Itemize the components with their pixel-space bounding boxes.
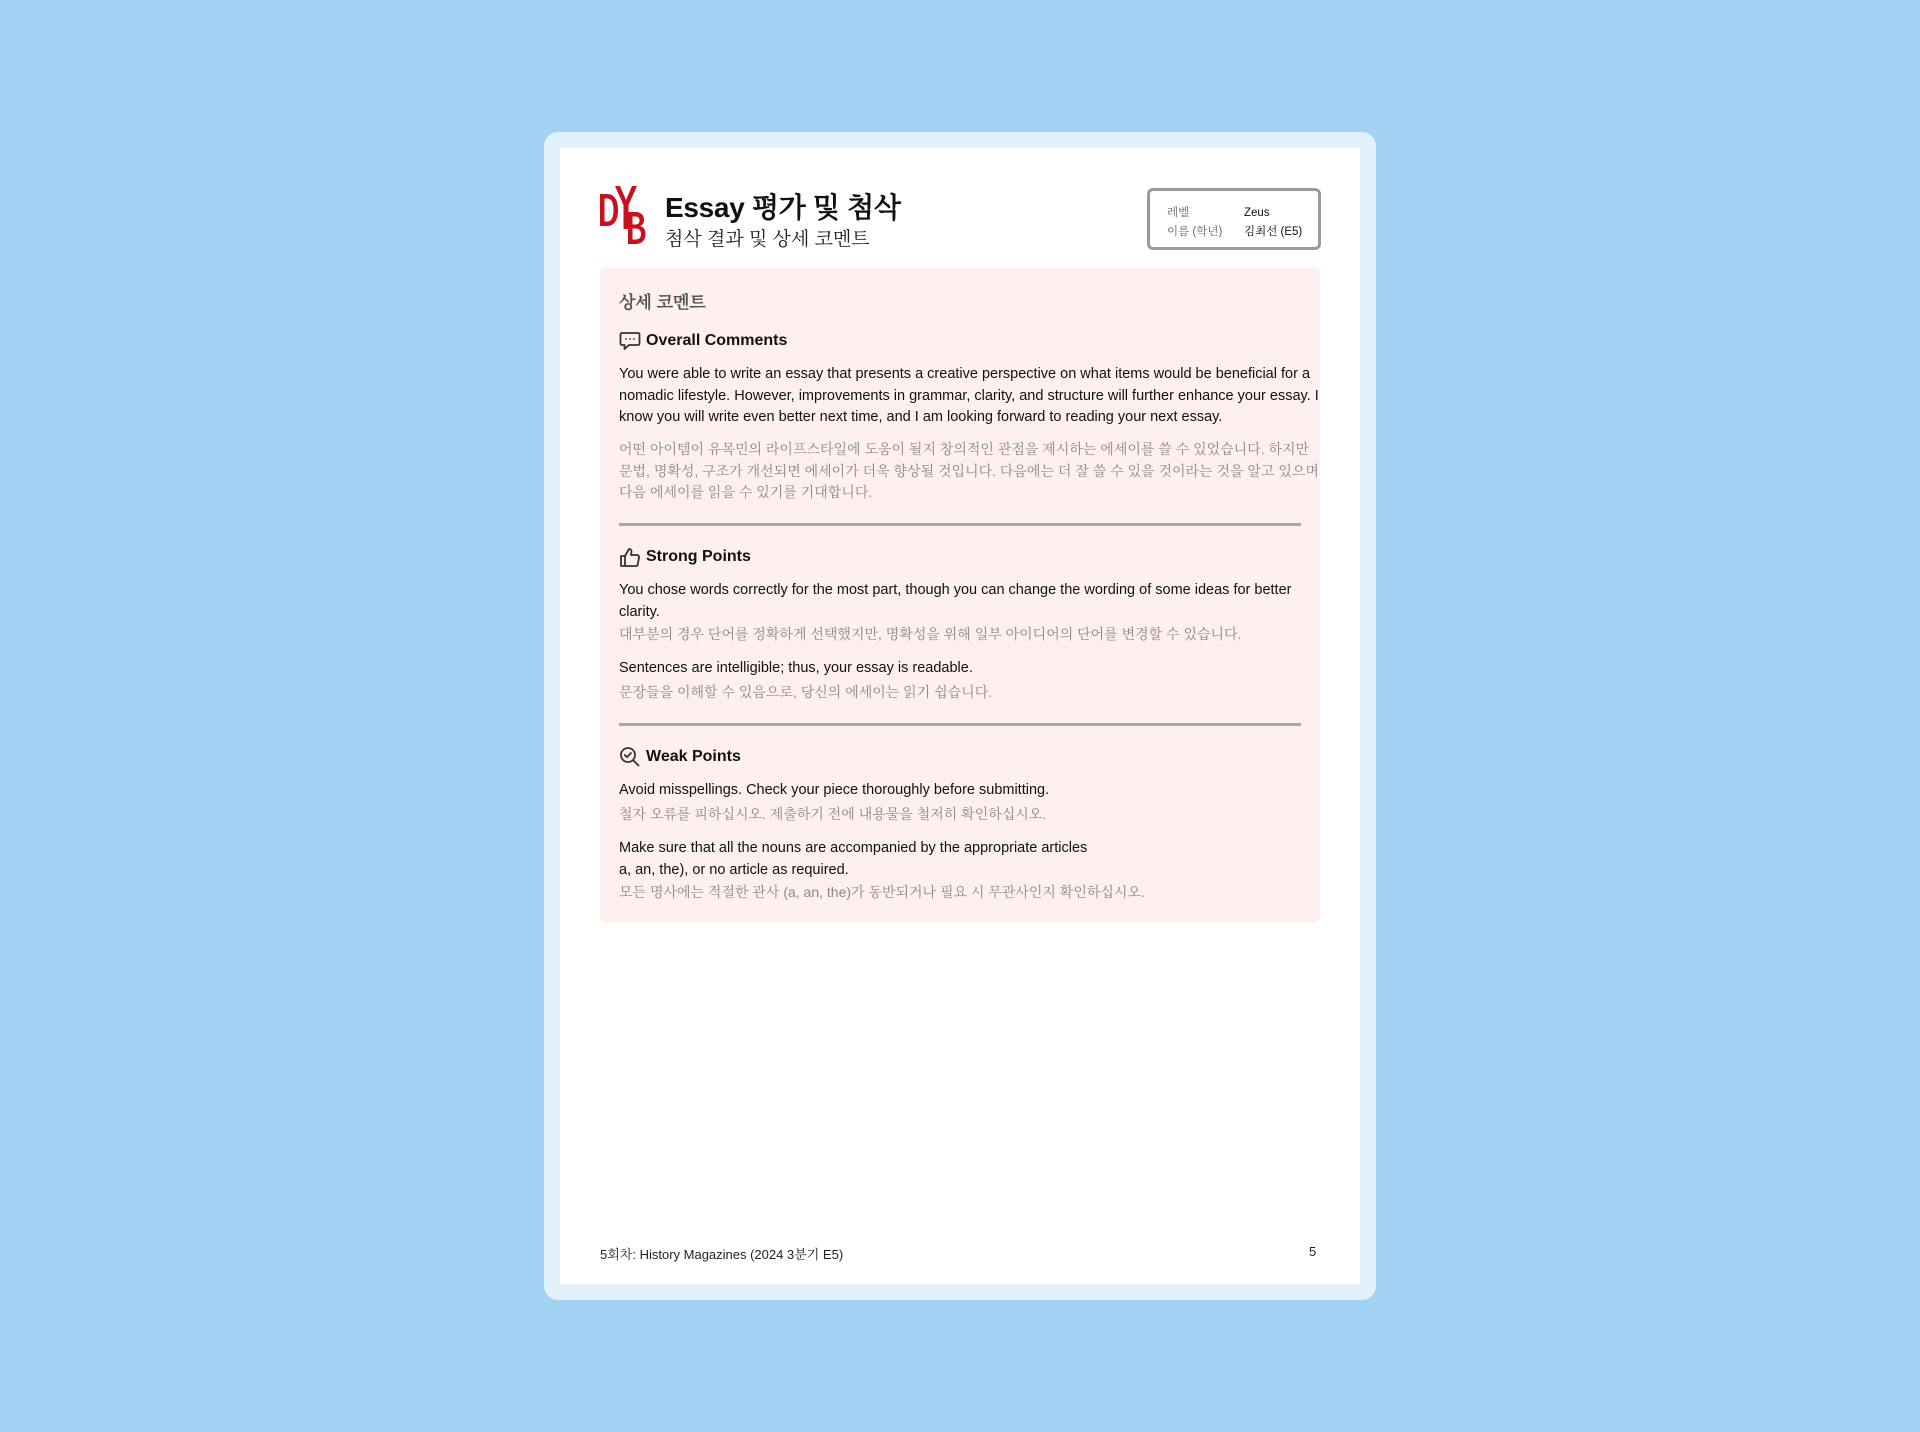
panel-title: 상세 코멘트	[619, 293, 706, 312]
footer-session-info: 5회차: History Magazines (2024 3분기 E5)	[600, 1247, 844, 1262]
name-label: 이름 (학년)	[1167, 226, 1223, 238]
weak-point-2-en-line1: Make sure that all the nouns are accompanied by the appropriate articles	[619, 840, 1088, 856]
weak-points-label: Weak Points	[646, 748, 741, 765]
magnifier-check-icon	[619, 746, 641, 768]
strong-point-1-en: You chose words correctly for the most part, though you can change the wording of some ideas for better clarity.	[619, 582, 1292, 620]
strong-point-2-ko: 문장들을 이해할 수 있음으로, 당신의 에세이는 읽기 쉽습니다.	[619, 684, 993, 700]
detailed-comment-panel	[600, 268, 1320, 922]
strong-points-label: Strong Points	[646, 548, 751, 565]
overall-comment-ko: 어떤 아이템이 유목민의 라이프스타일에 도움이 될지 창의적인 관점을 제시하는 에세이를 쓸 수 있었습니다. 하지만 문법, 명확성, 구조가 개선되면 에세이가 더욱 향상될 것입니다. 다음에는 더 잘 쓸 수 있을 것이라는 것을 알고 있으며 다음 에세이를 읽을 수 있기를 기대합니다.	[619, 441, 1319, 500]
weak-point-2-en-line2: a, an, the), or no article as required.	[619, 861, 849, 878]
strong-point-1-ko: 대부분의 경우 단어를 정확하게 선택했지만, 명확성을 위해 일부 아이디어의 단어를 변경할 수 있습니다.	[619, 626, 1242, 642]
page-number: 5	[1309, 1244, 1317, 1259]
page-title: Essay 평가 및 첨삭	[665, 192, 901, 223]
overall-comments-label: Overall Comments	[646, 332, 788, 349]
document-page	[560, 148, 1360, 1284]
thumbs-up-icon	[619, 546, 641, 568]
section-divider	[619, 523, 1301, 526]
weak-point-1-ko: 철자 오류를 피하십시오. 제출하기 전에 내용물을 철저히 확인하십시오.	[619, 806, 1047, 822]
strong-point-2-en: Sentences are intelligible; thus, your essay is readable.	[619, 660, 973, 676]
page-subtitle: 첨삭 결과 및 상세 코멘트	[665, 229, 870, 250]
name-value: 김최선 (E5)	[1244, 226, 1303, 238]
dyb-logo	[600, 186, 646, 248]
level-label: 레벨	[1167, 207, 1190, 219]
name-row	[1167, 223, 1302, 239]
overall-comment-en: You were able to write an essay that presents a creative perspective on what items would be beneficial for a nomadic lifestyle. However, improvements in grammar, clarity, and structure will further enhance your essay. I know you will write even better next time, and I am looking forward to reading your next essay.	[619, 366, 1319, 425]
level-value: Zeus	[1244, 207, 1270, 219]
section-divider	[619, 723, 1301, 726]
student-info-box	[1147, 188, 1321, 250]
level-row	[1167, 204, 1270, 220]
weak-point-2-ko: 모든 명사에는 적절한 관사 (a, an, the)가 동반되거나 필요 시 무관사인지 확인하십시오.	[619, 884, 1145, 900]
weak-point-1-en: Avoid misspellings. Check your piece thoroughly before submitting.	[619, 782, 1050, 798]
speech-bubble-icon	[619, 330, 641, 352]
